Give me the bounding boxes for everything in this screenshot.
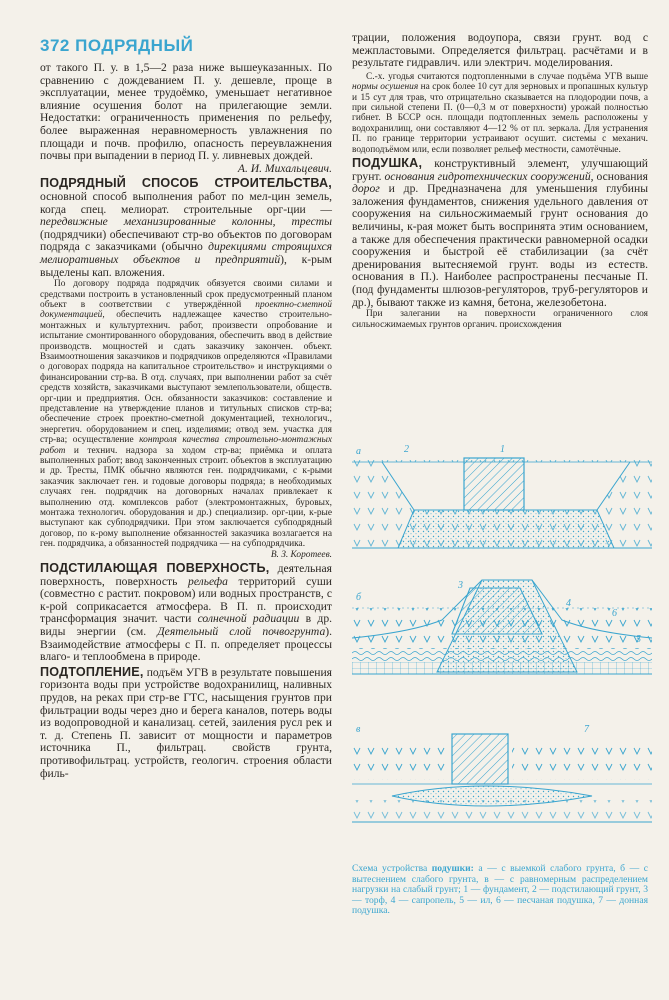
cross-ref: передвижные механизированные колонны, тресты: [40, 215, 332, 229]
diagram-b: [352, 580, 652, 674]
fig-label-4: 4: [566, 598, 571, 609]
cushion-diagram: [352, 440, 652, 840]
cross-ref: солнечной радиации: [197, 612, 300, 626]
cross-ref: контроля качества строительно-монтажных работ: [40, 435, 333, 456]
continued-paragraph: от такого П. у. в 1,5—2 раза ниже вышеуказанных. По сравнению с дождеванием П. у. дешевле, проще в эксплуатации, менее трудоёмко, уменьшает негативное влияние осушения болот на прилегающие земли. Недостатки: ограниченность применения по рельефу, более выраженная неравномерность увлажнения по площади и почв. профилю, опасность переувлажнения почвы при выпадении в период П. у. ливневых дождей.: [40, 61, 332, 163]
text: и технич. надзора за ходом стр-ва; приёмка и оплата выполненных работ; ввод законченных строит. объектов в эксплуатацию и др. Тресты, ПМК обычно являются ген. подрядчиками, с к-рыми заказчик заключает ген. и годовые договоры подряда; в необходимых случаях ген. подрядчик на договорных началах привлекает к выполнению отд. комплексов работ (электромонтажных, буровых, монтажа технологич. оборудования и др.) специализир. орг-ции, к-рые выступают как субподрядчики. При этом заключается субподрядный договор, по к-рому выполнение обязанностей заказчика возлагается на ген. подрядчика, а обязанностей подрядчика — на субподрядчика.: [40, 445, 332, 550]
text: По договору подряда подрядчик обязуется своими силами и средствами построить в установленный срок предусмотренный планом объект в соответствии с утверждённой: [40, 279, 332, 310]
author-signature: А. И. Михальцевич.: [237, 161, 332, 175]
entry-podushka: [352, 157, 648, 309]
page-header: [40, 36, 332, 56]
entry-podstilayushchaya: [40, 562, 332, 664]
text: ). Взаимодействие атмосферы с П. п. определяет процессы влаго- и теплообмена в природе.: [40, 625, 333, 664]
fig-label-6: 6: [612, 608, 617, 619]
fig-label-b: б: [356, 592, 362, 603]
text: и др. Предназначена для уменьшения глубины заложения фундаментов, снижения удельного давления от сооружения на сильносжимаемый грунт основания до величины, к-рая может быть воспринята этим основанием, а также для обеспечения практически равномерной осадки сооружения и быстрой её стабилизации (за счёт дренирования вытесняемой грунт. воды из естеств. основания в П.). Наиболее распространены песчаные П. (под фундаменты шлюзов-регуляторов, труб-регуляторов и др.), бывают также из камня, бетона, железобетона.: [352, 182, 648, 309]
running-title: ПОДРЯДНЫЙ: [75, 36, 194, 55]
cross-ref: Деятельный слой почвогрунта: [157, 625, 326, 639]
text: основания: [596, 169, 648, 183]
fig-label-a: а: [356, 446, 361, 457]
entry-podtoplenie: [40, 666, 332, 780]
text: (подрядчики) обеспечивают стр-во объектов по договорам подряда с заказчиками (обычно: [40, 227, 332, 254]
text: деятельная поверхность, поверхность: [40, 562, 332, 588]
text: подъём УГВ в результате повышения горизонта воды при устройстве водохранилищ, наливных прудов, на реках при стр-ве ГТС, насыщения грунтов при фильтрации воды через дно и берега каналов, потерь воды из водопроводной и канализац. сетей, заиления русл рек и т. д. Степень П. зависит от мощности и параметров источника П., фильтрац. свойств грунта, противофильтрац. устройств, геологич. строения области филь-: [40, 665, 332, 780]
fig-label-v: в: [356, 724, 361, 735]
cross-ref: дорог: [352, 182, 380, 196]
small-print-paragraph: [352, 72, 648, 155]
diagram-a: [352, 458, 652, 558]
cross-ref: нормы осушения: [352, 82, 419, 93]
fig-label-5: 5: [636, 634, 641, 645]
page-number: 372: [40, 36, 70, 55]
right-column: [352, 32, 648, 330]
caption-bold: подушки:: [431, 863, 474, 874]
headword: ПОДСТИЛАЮЩАЯ ПОВЕРХНОСТЬ,: [40, 561, 270, 576]
diagram-v: [352, 734, 652, 822]
text: территорий суши (совместно с растит. покровом) или водных пространств, с к-рой соприкасается атмосфера. В П. п. происходит трансформация значит. части: [40, 574, 333, 626]
entry-podryadny: [40, 177, 332, 279]
headword: ПОДУШКА,: [352, 156, 423, 171]
headword: ПОДТОПЛЕНИЕ,: [40, 664, 144, 679]
caption-lead: Схема устройства: [352, 863, 428, 874]
author-signature: В. З. Коротеев.: [270, 549, 332, 560]
small-print-paragraph: [40, 279, 332, 550]
small-print-paragraph: При залегании на поверхности ограниченного слоя сильносжимаемых грунтов органич. происхождения: [352, 309, 648, 330]
caption-text: а — с выемкой слабого грунта, б — с вытеснением слабого грунта, в — с равномерным распределением нагрузки на слабый грунт; 1 — фундамент, 2 — подстилающий грунт, 3 — торф, 4 — сапропель, 5 — ил, 6 — песчаная подушка, 7 — донная подушка.: [352, 863, 648, 917]
fig-label-3: 3: [458, 580, 463, 591]
cross-ref: рельефа: [188, 574, 228, 588]
continued-paragraph: трации, положения водоупора, связи грунт. вод с межпластовыми. Определяется фильтрац. расчётами и в результате гидравлич. или электрич. моделирования.: [352, 31, 648, 70]
fig-label-7: 7: [584, 724, 589, 735]
left-column: [40, 36, 332, 780]
headword: ПОДРЯДНЫЙ СПОСОБ СТРОИТЕЛЬСТВА,: [40, 176, 332, 191]
text: в др. виды энергии (см.: [40, 612, 333, 639]
text: обеспечить надлежащее качество строительно-монтажных и культуртехнич. работ, произвести опробование и испытание смонтированного оборудования, обеспечить ввод в действие производств. мощностей и сдать заказчику закончен. объект. Взаимоотношения заказчиков и подрядчиков определяются «Правилами о договорах подряда на капитальное строительство» и инструкциями о финансировании стр-ва. В отд. случаях, при выполнении работ за счёт средств хозяйств, заказчиками выступают землепользователи, обществ. орг-ции и предприятия. Осн. обязанности заказчиков: составление и представление на утверждение планов и титульных списков стр-ва; обеспечение строек проектно-сметной документацией, технологич., энергетич. оборудованием и спец. изделиями; отвод зем. участка для стр-ва; осуществление: [40, 310, 332, 446]
text: на срок более 10 сут для зерновых и пропашных культур и 15 сут для трав, что отрицательно сказывается на плодородии почв, а при сильной степени П. (0—0,3 м от поверхности) урожай полностью гибнет. В БССР осн. площади подтопленных земель расположены у водохранилищ, они составляют 4—12 % от пл. зеркала. Для устранения П. по границе территории устраивают осушит. системы с механич. водоподъёмом или, если позволяет рельеф местности, самотёчные.: [352, 82, 648, 155]
text: основной способ выполнения работ по мел-цин земель, когда спец. мелиорат. строительные орг-ции —: [40, 189, 332, 216]
cross-ref: дирекциями строящихся мелиоративных объектов и предприятий: [40, 240, 332, 266]
text: ), к-рым выделены кап. вложения.: [40, 252, 333, 279]
cross-ref: основания гидротехнических сооружений,: [384, 169, 594, 183]
text: С.-х. угодья считаются подтопленными в случае подъёма УГВ выше: [366, 71, 648, 82]
fig-label-1: 1: [500, 444, 505, 455]
text: конструктивный элемент, улучшающий грунт.: [352, 157, 649, 183]
cross-ref: проектно-сметной документацией,: [40, 299, 332, 321]
fig-label-2: 2: [404, 444, 409, 455]
figure-caption: [352, 864, 648, 917]
